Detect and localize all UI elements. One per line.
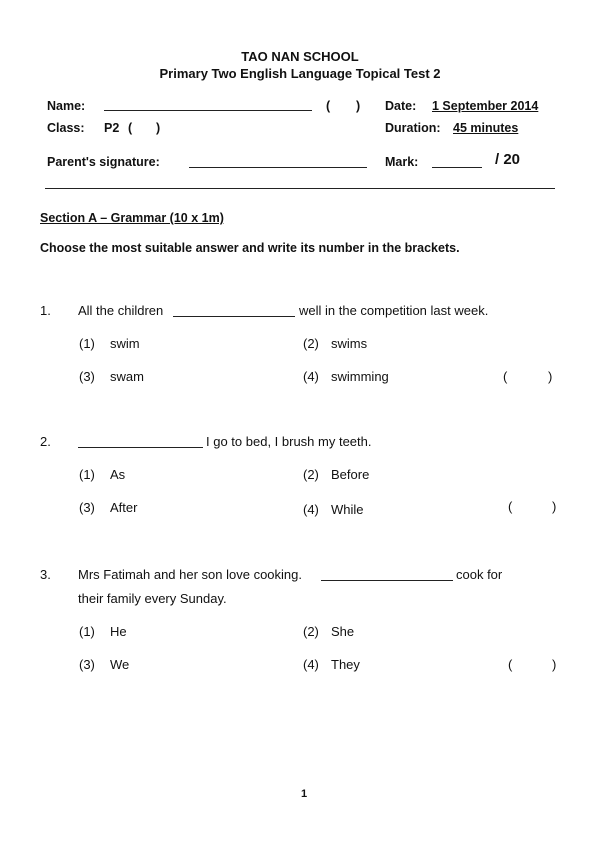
question-1-answer-bracket-close: ) bbox=[548, 369, 553, 384]
question-1-option-1-text: swim bbox=[110, 336, 140, 351]
duration-label: Duration: bbox=[385, 121, 441, 135]
question-2-answer-bracket-open[interactable]: ( bbox=[508, 499, 513, 514]
question-2-option-1-text: As bbox=[110, 467, 126, 482]
question-3-option-4-number: (4) bbox=[303, 657, 319, 672]
question-2-number: 2. bbox=[40, 434, 51, 449]
question-2-option-3-number: (3) bbox=[79, 500, 95, 515]
index-bracket-open: ( bbox=[326, 99, 331, 113]
question-3-option-2-number: (2) bbox=[303, 624, 319, 639]
parent-signature-label: Parent's signature: bbox=[47, 155, 160, 169]
name-field-line[interactable] bbox=[104, 110, 312, 111]
question-1-option-4-text: swimming bbox=[331, 369, 389, 384]
index-bracket-close: ) bbox=[356, 99, 361, 113]
question-2-option-2-text: Before bbox=[331, 467, 370, 482]
question-3-option-4-text: They bbox=[331, 657, 360, 672]
mark-label: Mark: bbox=[385, 155, 419, 169]
question-3-text-before: Mrs Fatimah and her son love cooking. bbox=[78, 567, 302, 582]
question-2-option-3-text: After bbox=[110, 500, 138, 515]
parent-signature-line[interactable] bbox=[189, 167, 367, 168]
class-bracket-close: ) bbox=[156, 121, 161, 135]
question-1-option-2-text: swims bbox=[331, 336, 368, 351]
question-1-text-before: All the children bbox=[78, 303, 164, 318]
question-2-blank[interactable] bbox=[78, 447, 203, 448]
question-2-option-4-number: (4) bbox=[303, 502, 319, 517]
question-3-option-1-number: (1) bbox=[79, 624, 95, 639]
page-number: 1 bbox=[301, 788, 308, 800]
class-label: Class: bbox=[47, 121, 85, 135]
question-3-answer-bracket-open[interactable]: ( bbox=[508, 657, 513, 672]
duration-value: 45 minutes bbox=[453, 121, 519, 135]
question-1-blank[interactable] bbox=[173, 316, 295, 317]
question-2-text-after: I go to bed, I brush my teeth. bbox=[206, 434, 372, 449]
question-1-number: 1. bbox=[40, 303, 51, 318]
question-1-text-after: well in the competition last week. bbox=[299, 303, 489, 318]
question-1-option-3-number: (3) bbox=[79, 369, 95, 384]
question-3-option-2-text: She bbox=[331, 624, 355, 639]
date-label: Date: bbox=[385, 99, 417, 113]
section-title: Section A – Grammar (10 x 1m) bbox=[40, 211, 224, 225]
question-2-answer-bracket-close: ) bbox=[552, 499, 557, 514]
question-3-answer-bracket-close: ) bbox=[552, 657, 557, 672]
question-3-option-1-text: He bbox=[110, 624, 127, 639]
question-1-option-4-number: (4) bbox=[303, 369, 319, 384]
question-2-option-4-text: While bbox=[331, 502, 364, 517]
question-1-option-2-number: (2) bbox=[303, 336, 319, 351]
date-value: 1 September 2014 bbox=[432, 99, 539, 113]
class-value: P2 bbox=[104, 121, 120, 135]
question-3-option-3-number: (3) bbox=[79, 657, 95, 672]
class-bracket-open: ( bbox=[128, 121, 133, 135]
question-3-text-line2: their family every Sunday. bbox=[78, 591, 227, 606]
question-3-option-3-text: We bbox=[110, 657, 130, 672]
test-title: Primary Two English Language Topical Test 2 bbox=[159, 66, 441, 81]
question-3-blank[interactable] bbox=[321, 580, 453, 581]
mark-field-line[interactable] bbox=[432, 167, 482, 168]
mark-total: / 20 bbox=[495, 151, 521, 168]
question-1-option-3-text: swam bbox=[110, 369, 144, 384]
school-name: TAO NAN SCHOOL bbox=[241, 49, 359, 64]
header-divider bbox=[45, 188, 555, 189]
question-3-number: 3. bbox=[40, 567, 51, 582]
question-1-option-1-number: (1) bbox=[79, 336, 95, 351]
question-2-option-1-number: (1) bbox=[79, 467, 95, 482]
question-3-text-after: cook for bbox=[456, 567, 503, 582]
section-instruction: Choose the most suitable answer and write its number in the brackets. bbox=[40, 241, 460, 255]
question-2-option-2-number: (2) bbox=[303, 467, 319, 482]
question-1-answer-bracket-open[interactable]: ( bbox=[503, 369, 508, 384]
name-label: Name: bbox=[47, 99, 86, 113]
